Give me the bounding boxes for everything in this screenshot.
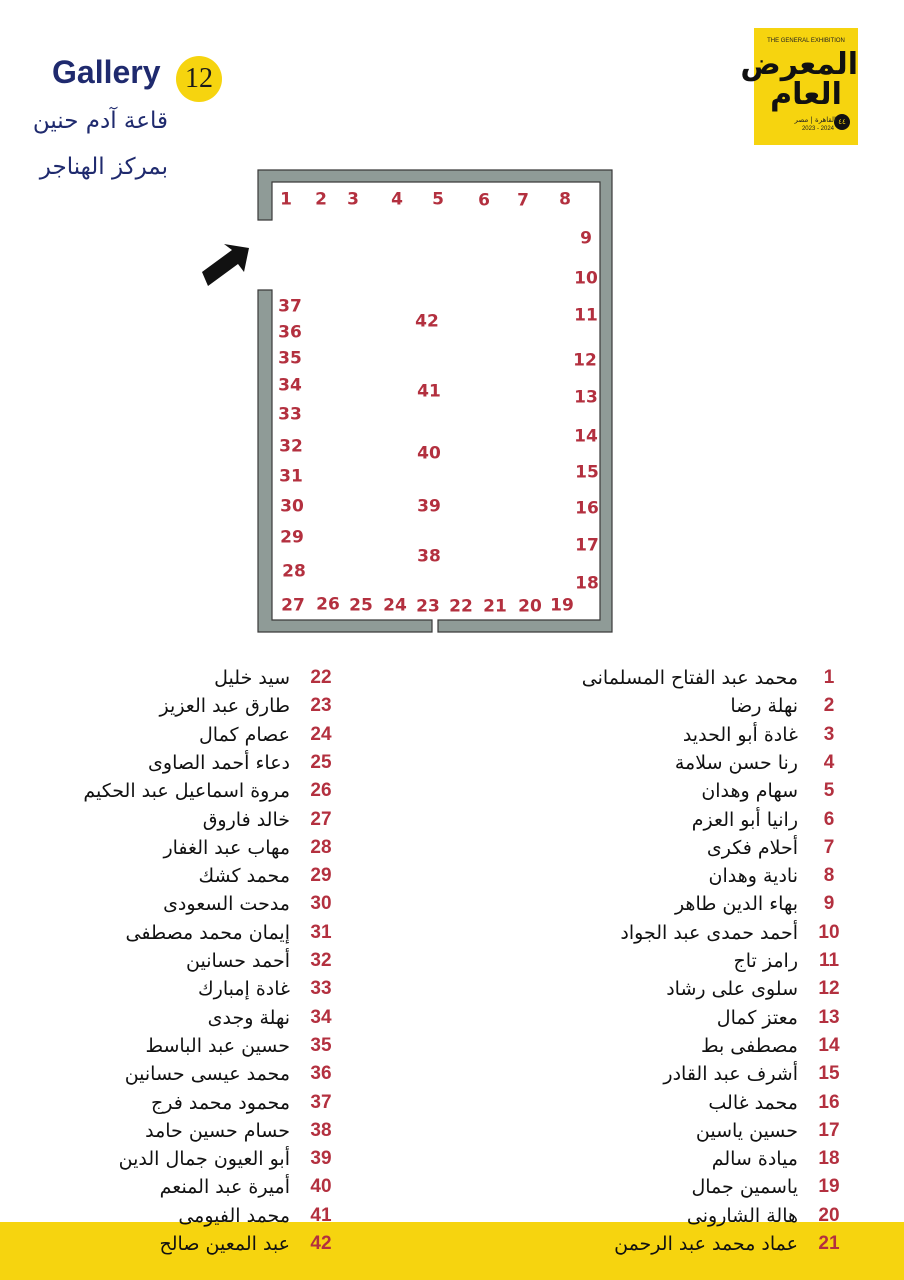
booth-number: 14 (818, 1034, 840, 1056)
booth-number: 2 (823, 695, 835, 717)
artist-row (708, 1089, 846, 1117)
booth-4: 4 (391, 189, 403, 210)
booth-3: 3 (347, 189, 359, 210)
artist-name: بهاء الدين طاهر (674, 893, 798, 916)
artist-name: مصطفى بط (700, 1034, 798, 1057)
artist-name: سيد خليل (214, 667, 290, 689)
artist-name: خالد فاروق (202, 808, 290, 831)
booth-25: 25 (349, 595, 373, 616)
booth-number: 7 (823, 836, 835, 858)
artist-row (683, 721, 846, 749)
booth-23: 23 (416, 596, 440, 617)
artist-row (83, 777, 338, 805)
artist-row (675, 749, 846, 777)
artist-row (203, 806, 338, 834)
booth-18: 18 (575, 573, 599, 594)
artist-row (709, 862, 846, 890)
booth-26: 26 (316, 594, 340, 615)
booth-17: 17 (575, 535, 599, 556)
artist-row (582, 664, 846, 692)
booth-5: 5 (432, 189, 444, 210)
booth-number: 12 (818, 978, 840, 1000)
artist-row (208, 1004, 338, 1032)
booth-number: 37 (310, 1091, 332, 1113)
booth-27: 27 (281, 595, 305, 616)
booth-16: 16 (575, 498, 599, 519)
artist-row (199, 862, 338, 890)
booth-number: 26 (310, 780, 332, 802)
artist-row (198, 975, 338, 1003)
booth-37: 37 (278, 296, 302, 317)
artist-row (126, 919, 338, 947)
artist-row (692, 806, 846, 834)
artist-row (701, 777, 846, 805)
artist-name: سهام وهدان (701, 780, 798, 803)
hall-name: قاعة آدم حنين (32, 108, 168, 134)
booth-24: 24 (383, 595, 407, 616)
booth-number: 40 (310, 1176, 332, 1198)
booth-number: 28 (310, 836, 332, 858)
artist-row (145, 1117, 338, 1145)
booth-42: 42 (415, 311, 439, 332)
logo-location: القاهرة | مصر (794, 116, 836, 124)
artist-name: طارق عبد العزيز (159, 695, 290, 718)
booth-number: 11 (818, 950, 840, 971)
booth-22: 22 (449, 596, 473, 617)
booth-number: 33 (310, 978, 332, 1000)
artist-name: أحلام فكرى (706, 836, 798, 859)
artist-name: مهاب عبد الغفار (163, 836, 290, 859)
booth-number: 16 (818, 1091, 840, 1113)
artist-row (717, 1004, 846, 1032)
artist-row (701, 1032, 846, 1060)
booth-number: 32 (310, 950, 332, 971)
artist-row (707, 834, 846, 862)
artist-row (691, 1173, 846, 1201)
artist-name: أشرف عبد القادر (663, 1063, 798, 1086)
artist-row (186, 947, 338, 975)
artist-name: أحمد حمدى عبد الجواد (620, 921, 798, 944)
artist-row (160, 692, 338, 720)
booth-number: 34 (310, 1006, 332, 1028)
artist-name: أبو العيون جمال الدين (118, 1148, 290, 1171)
booth-number: 30 (310, 893, 332, 915)
booth-39: 39 (417, 496, 441, 517)
booth-number: 3 (823, 723, 835, 745)
booth-10: 10 (574, 268, 598, 289)
artist-row (666, 975, 846, 1003)
logo-main-line2: العام (770, 77, 842, 112)
booth-12: 12 (573, 350, 597, 371)
artist-row (687, 1202, 846, 1230)
logo-main-line1: المعرض (740, 47, 858, 82)
booth-29: 29 (280, 527, 304, 548)
booth-number: 36 (310, 1063, 332, 1085)
booth-34: 34 (278, 375, 302, 396)
artist-row (712, 1145, 846, 1173)
artist-name: محمد عبد الفتاح المسلمانى (581, 667, 798, 689)
booth-number: 29 (310, 865, 332, 887)
artist-name: حسين ياسين (695, 1119, 798, 1142)
artist-name: محمد عيسى حسانين (124, 1063, 290, 1086)
booth-9: 9 (580, 228, 592, 249)
artist-row (620, 919, 846, 947)
booth-number: 21 (818, 1233, 840, 1254)
artist-name: مروة اسماعيل عبد الحكيم (83, 780, 290, 803)
venue-name: بمركز الهناجر (39, 154, 168, 180)
booth-number: 41 (310, 1204, 332, 1226)
booth-number: 18 (818, 1148, 840, 1170)
booth-number: 6 (823, 808, 835, 830)
artist-name: هالة الشارونى (686, 1204, 798, 1227)
booth-number: 1 (823, 667, 835, 688)
artist-row (163, 834, 338, 862)
artist-name: محمد كشك (198, 865, 290, 888)
booth-35: 35 (278, 348, 302, 369)
booth-7: 7 (517, 190, 529, 211)
booth-21: 21 (483, 596, 507, 617)
booth-30: 30 (280, 496, 304, 517)
booth-number: 25 (310, 751, 332, 773)
logo-badge: ٤٤ (834, 114, 850, 130)
booth-32: 32 (279, 436, 303, 457)
artist-row (734, 947, 847, 975)
artist-name: إيمان محمد مصطفى (125, 921, 290, 944)
booth-number: 5 (823, 780, 835, 802)
artist-name: عصام كمال (198, 723, 290, 746)
artist-row (159, 1230, 338, 1258)
booth-number: 39 (310, 1148, 332, 1170)
artist-name: رنا حسن سلامة (674, 751, 798, 774)
booth-number: 4 (823, 751, 835, 773)
artist-name: رانيا أبو العزم (691, 808, 798, 831)
booth-number: 35 (310, 1034, 332, 1056)
artist-row (614, 1230, 846, 1258)
artist-row (199, 721, 338, 749)
booth-40: 40 (417, 443, 441, 464)
booth-38: 38 (417, 546, 441, 567)
artist-name: محمد الفيومى (178, 1204, 290, 1227)
gallery-number-badge: 12 (176, 56, 222, 102)
booth-14: 14 (574, 426, 598, 447)
artist-name: عماد محمد عبد الرحمن (614, 1233, 798, 1255)
booth-number: 13 (818, 1006, 840, 1028)
artist-name: نهلة وجدى (207, 1006, 290, 1029)
artist-row (178, 1202, 338, 1230)
artist-row (119, 1145, 338, 1173)
booth-6: 6 (478, 190, 490, 211)
gallery-title: Gallery (52, 54, 161, 90)
artist-row (675, 890, 846, 918)
booth-13: 13 (574, 387, 598, 408)
booth-11: 11 (574, 305, 598, 326)
artist-row (696, 1117, 846, 1145)
artist-name: محمود محمد فرج (150, 1091, 290, 1114)
booth-41: 41 (417, 381, 441, 402)
booth-28: 28 (282, 561, 306, 582)
booth-number: 31 (310, 921, 332, 943)
artist-name: معتز كمال (716, 1006, 798, 1029)
booth-number: 10 (818, 921, 840, 943)
booth-number: 27 (310, 808, 332, 830)
booth-number: 19 (818, 1176, 840, 1198)
artist-name: محمد غالب (708, 1091, 798, 1114)
booth-number: 42 (310, 1233, 332, 1254)
booth-number: 15 (818, 1063, 840, 1085)
booth-2: 2 (315, 189, 327, 210)
booth-15: 15 (575, 462, 599, 483)
booth-1: 1 (280, 189, 292, 210)
artist-name: ياسمين جمال (691, 1176, 798, 1199)
booth-19: 19 (550, 595, 574, 616)
artist-row (663, 1060, 846, 1088)
booth-number: 23 (310, 695, 332, 717)
artist-name: عبد المعين صالح (159, 1233, 290, 1255)
artist-name: رامز تاج (733, 950, 798, 972)
artist-row (125, 1060, 338, 1088)
artist-row (160, 1173, 338, 1201)
booth-number: 8 (823, 865, 835, 887)
artist-name: أميرة عبد المنعم (159, 1176, 290, 1199)
artist-name: ميادة سالم (711, 1148, 798, 1171)
artist-name: أحمد حسانين (186, 950, 290, 972)
artist-row (148, 749, 338, 777)
artist-row (163, 890, 338, 918)
booth-number: 9 (823, 893, 835, 915)
artist-name: غادة إمبارك (198, 978, 290, 1001)
booth-number: 38 (310, 1119, 332, 1141)
booth-20: 20 (518, 596, 542, 617)
artist-name: نادية وهدان (708, 865, 798, 888)
logo-years: 2023 - 2024 (801, 126, 834, 132)
artist-name: نهلة رضا (730, 695, 798, 718)
artist-name: دعاء أحمد الصاوى (148, 751, 290, 774)
artist-row (730, 692, 846, 720)
booth-33: 33 (278, 404, 302, 425)
artist-row (214, 664, 338, 692)
booth-number: 17 (818, 1119, 840, 1141)
artist-row (145, 1032, 338, 1060)
booth-31: 31 (279, 466, 303, 487)
booth-36: 36 (278, 322, 302, 343)
entrance-arrow-icon (202, 244, 249, 286)
artist-row (151, 1089, 338, 1117)
artist-name: سلوى على رشاد (666, 978, 798, 1001)
booth-number: 24 (310, 723, 332, 745)
artist-name: مدحت السعودى (163, 893, 290, 916)
booth-number: 20 (818, 1204, 840, 1226)
booth-number: 22 (310, 667, 332, 688)
booth-8: 8 (559, 189, 571, 210)
artist-name: حسام حسين حامد (145, 1119, 290, 1142)
logo-top-text: THE GENERAL EXHIBITION (767, 38, 845, 44)
artist-name: غادة أبو الحديد (682, 723, 798, 746)
artist-name: حسين عبد الباسط (145, 1034, 290, 1057)
